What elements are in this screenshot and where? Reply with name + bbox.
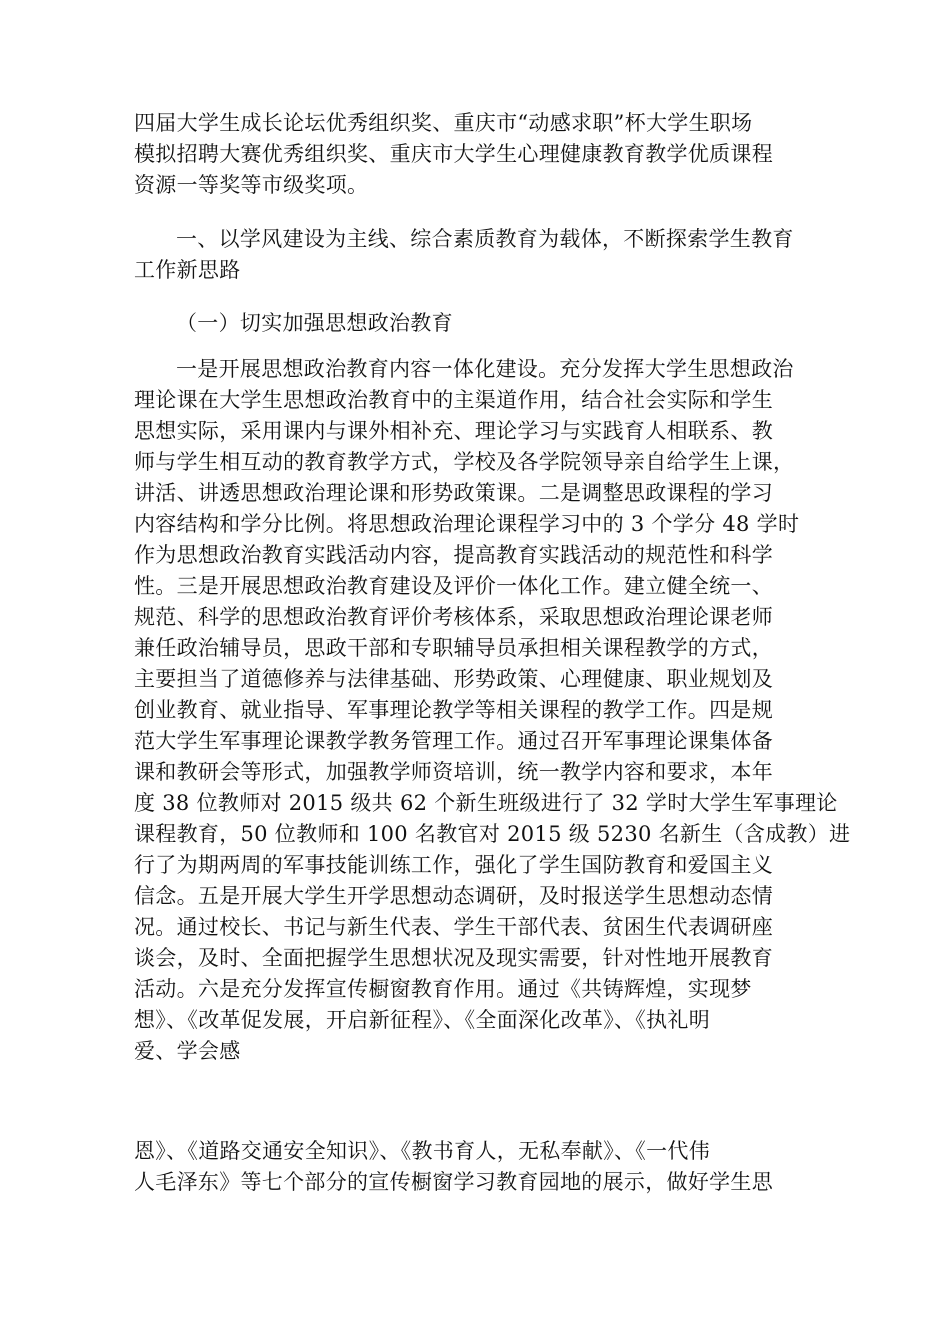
text-line: 模拟招聘大赛优秀组织奖、重庆市大学生心理健康教育教学优质课程 [134, 142, 773, 166]
text-line: 四届大学生成长论坛优秀组织奖、重庆市“动感求职”杯大学生职场 [134, 111, 753, 135]
text-line: 行了为期两周的军事技能训练工作，强化了学生国防教育和爱国主义 [134, 853, 773, 877]
body-paragraph-continued [134, 1136, 824, 1198]
subsection-heading [176, 308, 866, 339]
text-line: 课和教研会等形式，加强教学师资培训，统一教学内容和要求，本年 [134, 760, 773, 784]
text-line: 活动。六是充分发挥宣传橱窗教育作用。通过《共铸辉煌，实现梦 [134, 977, 752, 1001]
text-line: 课程教育，50 位教师和 100 名教官对 2015 级 5230 名新生（含成教）进 [134, 822, 851, 846]
text-line: 内容结构和学分比例。将思想政治理论课程学习中的 3 个学分 48 学时 [134, 512, 800, 536]
intro-paragraph [134, 108, 824, 201]
text-line: 信念。五是开展大学生开学思想动态调研，及时报送学生思想动态情 [134, 884, 773, 908]
text-line: 人毛泽东》等七个部分的宣传橱窗学习教育园地的展示，做好学生思 [134, 1170, 773, 1194]
text-line: 思想实际，采用课内与课外相补充、理论学习与实践育人相联系、教 [134, 419, 773, 443]
text-line: 创业教育、就业指导、军事理论教学等相关课程的教学工作。四是规 [134, 698, 773, 722]
text-line: 讲活、讲透思想政治理论课和形势政策课。二是调整思政课程的学习 [134, 481, 773, 505]
text-line: 主要担当了道德修养与法律基础、形势政策、心理健康、职业规划及 [134, 667, 773, 691]
text-line: （一）切实加强思想政治教育 [176, 311, 453, 335]
text-line: 工作新思路 [134, 258, 241, 282]
text-line: 一、以学风建设为主线、综合素质教育为载体，不断探索学生教育 [176, 227, 794, 251]
text-line: 想》、《改革促发展，开启新征程》、《全面深化改革》、《执礼明 [134, 1008, 710, 1032]
text-line: 恩》、《道路交通安全知识》、《教书育人，无私奉献》、《一代伟 [134, 1139, 710, 1163]
text-line: 理论课在大学生思想政治教育中的主渠道作用，结合社会实际和学生 [134, 388, 773, 412]
text-line: 谈会，及时、全面把握学生思想状况及现实需要，针对性地开展教育 [134, 946, 773, 970]
text-line: 资源一等奖等市级奖项。 [134, 173, 369, 197]
text-line: 作为思想政治教育实践活动内容，提高教育实践活动的规范性和科学 [134, 543, 773, 567]
text-line: 师与学生相互动的教育教学方式，学校及各学院领导亲自给学生上课， [134, 450, 795, 474]
text-line: 范大学生军事理论课教学教务管理工作。通过召开军事理论课集体备 [134, 729, 773, 753]
text-line: 规范、科学的思想政治教育评价考核体系，采取思想政治理论课老师 [134, 605, 773, 629]
text-line: 性。三是开展思想政治教育建设及评价一体化工作。建立健全统一、 [134, 574, 773, 598]
text-line: 兼任政治辅导员，思政干部和专职辅导员承担相关课程教学的方式， [134, 636, 773, 660]
text-line: 况。通过校长、书记与新生代表、学生干部代表、贫困生代表调研座 [134, 915, 773, 939]
section-heading [134, 224, 824, 286]
text-line: 爱、学会感 [134, 1039, 241, 1063]
text-line: 一是开展思想政治教育内容一体化建设。充分发挥大学生思想政治 [176, 357, 794, 381]
body-paragraph [134, 354, 851, 1067]
text-line: 度 38 位教师对 2015 级共 62 个新生班级进行了 32 学时大学生军事理论 [134, 791, 838, 815]
